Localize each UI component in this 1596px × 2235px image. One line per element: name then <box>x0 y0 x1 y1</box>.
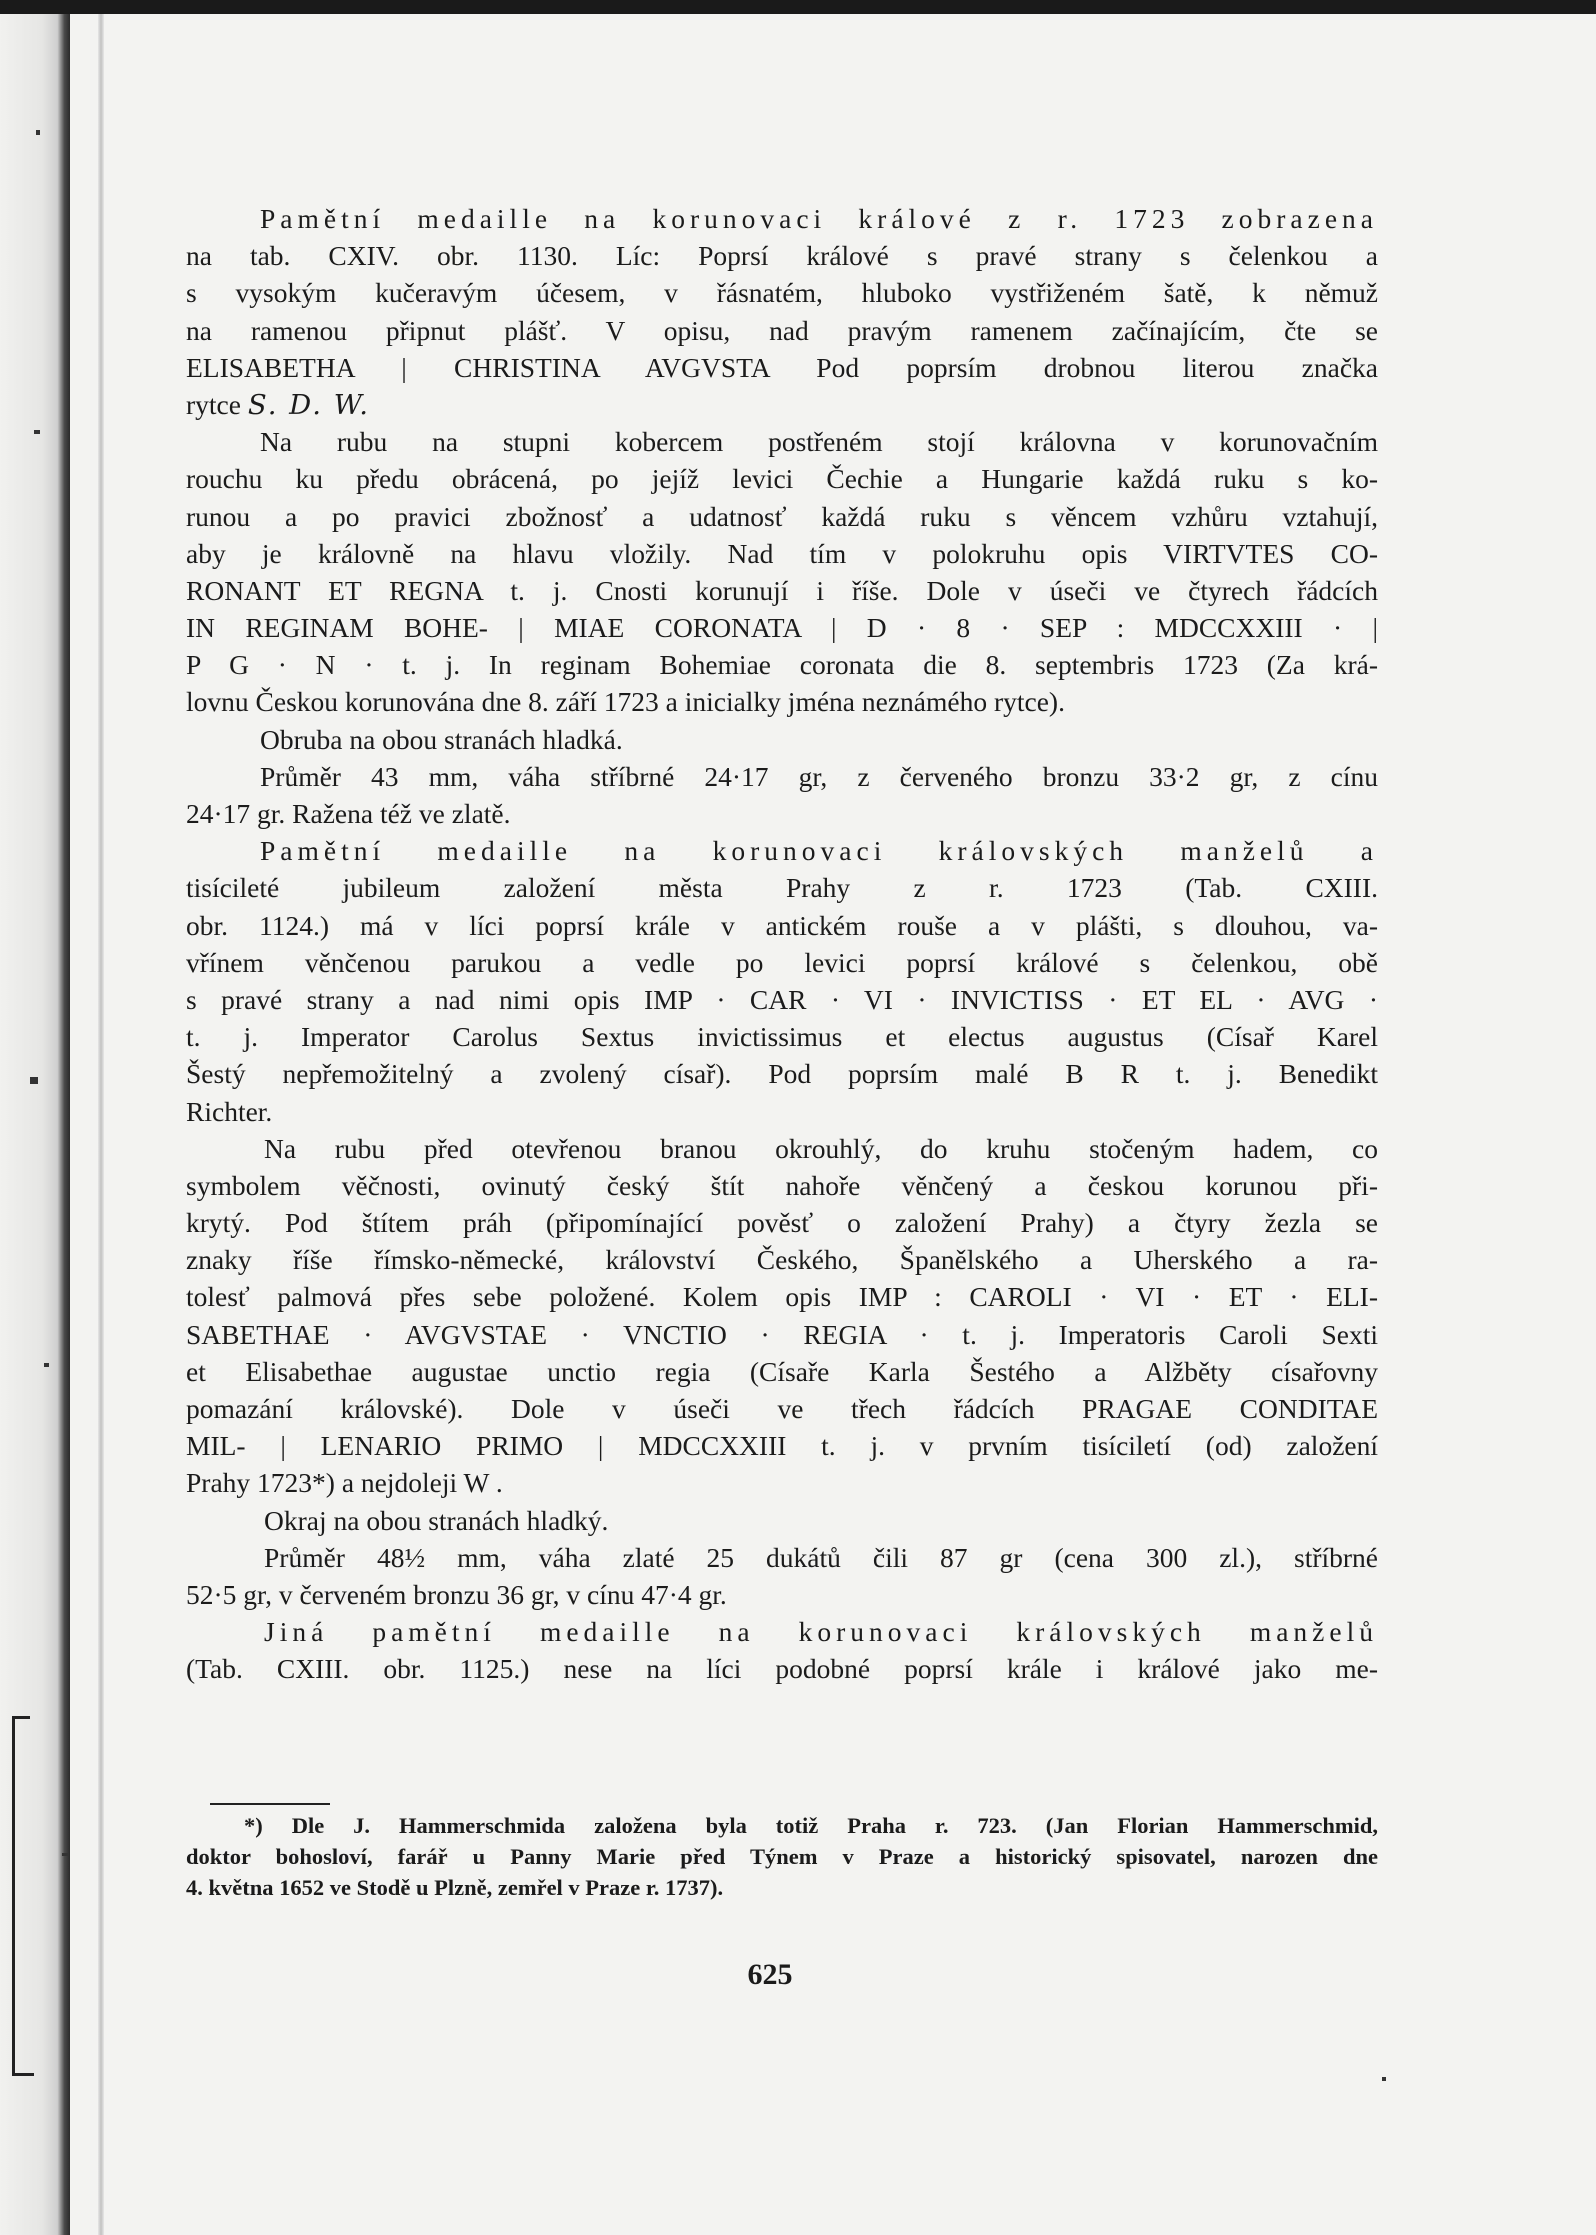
page-number: 625 <box>747 1958 793 1991</box>
text-line: s vysokým kučeravým účesem, v řásnatém, hluboko vystřiženém šatě, k němuž <box>186 277 1378 309</box>
footnote-line: doktor bohosloví, farář u Panny Marie před Týnem v Praze a historický spisovatel, narozen dne <box>186 1844 1378 1869</box>
text-line: 52·5 gr, v červeném bronzu 36 gr, v cínu 47·4 gr. <box>186 1578 727 1610</box>
page-edge-bracket <box>12 1716 15 2076</box>
scan-speck <box>62 1853 68 1856</box>
footnote-line: *) Dle J. Hammerschmida založena byla totiž Praha r. 723. (Jan Florian Hammerschmid, <box>244 1813 1378 1838</box>
text-line: symbolem věčnosti, ovinutý český štít nahoře věnčený a českou korunou při- <box>186 1169 1378 1201</box>
text-line: IN REGINAM BOHE- | MIAE CORONATA | D · 8 · SEP : MDCCXXIII · | <box>186 612 1378 644</box>
binding-shadow <box>98 14 104 2235</box>
text-line: Prahy 1723*) a nejdoleji W . <box>186 1467 503 1499</box>
footnote-rule <box>210 1803 330 1805</box>
text-line: Okraj na obou stranách hladký. <box>264 1504 609 1536</box>
page-edge-bracket-bottom <box>12 2073 34 2076</box>
text-line: s pravé strany a nad nimi opis IMP · CAR · VI · INVICTISS · ET EL · AVG · <box>186 983 1378 1015</box>
text-line: na ramenou připnut plášť. V opisu, nad pravým ramenem začínajícím, čte se <box>186 314 1378 346</box>
text-line: runou a po pravici zbožnosť a udatnosť každá ruku s věncem vzhůru vztahují, <box>186 500 1378 532</box>
text-line: lovnu Českou korunována dne 8. září 1723 a inicialky jména neznámého rytce). <box>186 686 1065 718</box>
text-line: Obruba na obou stranách hladká. <box>260 723 623 755</box>
scan-speck <box>34 430 40 434</box>
footnote <box>186 1810 1378 1903</box>
scan-speck <box>30 1077 38 1084</box>
page-edge-bracket-top <box>12 1716 30 1719</box>
text-line: SABETHAE · AVGVSTAE · VNCTIO · REGIA · t. j. Imperatoris Caroli Sexti <box>186 1318 1378 1350</box>
book-gutter <box>0 14 70 2235</box>
text-line: znaky říše římsko-německé, království Českého, Španělského a Uherského a ra- <box>186 1244 1378 1276</box>
text-line: Richter. <box>186 1095 273 1127</box>
text-line: Šestý nepřemožitelný a zvolený císař). Pod poprsím malé B R t. j. Benedikt <box>186 1058 1378 1090</box>
text-line: Průměr 43 mm, váha stříbrné 24·17 gr, z červeného bronzu 33·2 gr, z cínu <box>260 760 1378 792</box>
scan-top-edge <box>0 0 1596 14</box>
scan-speck <box>1382 2077 1386 2081</box>
text-line: pomazání královské). Dole v úseči ve třech řádcích PRAGAE CONDITAE <box>186 1393 1378 1424</box>
text-line: 24·17 gr. Ražena též ve zlatě. <box>186 798 511 829</box>
text-fragment: rytce <box>186 388 241 420</box>
heading-spaced: Pamětní medaille na korunovaci králové z r. 1723 zobrazena <box>260 203 1378 234</box>
text-line: aby je královně na hlavu vložily. Nad tím v polokruhu opis VIRTVTES CO- <box>186 537 1378 569</box>
text-line: krytý. Pod štítem práh (připomínající pověsť o založení Prahy) a čtyry žezla se <box>186 1207 1378 1239</box>
scan-speck <box>44 1363 49 1367</box>
text-line: tolesť palmová přes sebe položené. Kolem opis IMP : CAROLI · VI · ET · ELI- <box>186 1281 1378 1313</box>
text-line: vřínem věnčenou parukou a vedle po levici poprsí králové s čelenkou, obě <box>186 946 1378 978</box>
text-line: t. j. Imperator Carolus Sextus invictissimus et electus augustus (Císař Karel <box>186 1021 1378 1053</box>
text-line: obr. 1124.) má v líci poprsí krále v antickém rouše a v plášti, s dlouhou, va- <box>186 909 1378 941</box>
text-line: RONANT ET REGNA t. j. Cnosti korunují i říše. Dole v úseči ve čtyrech řádcích <box>186 574 1378 606</box>
text-line: ELISABETHA | CHRISTINA AVGVSTA Pod poprsím drobnou literou značka <box>186 351 1378 383</box>
text-line <box>186 386 1378 423</box>
text-line: na tab. CXIV. obr. 1130. Líc: Poprsí králové s pravé strany s čelenkou a <box>186 240 1378 272</box>
text-line: Jiná pamětní medaille na korunovaci královských manželů <box>264 1616 1378 1648</box>
body-text <box>186 200 1378 1688</box>
text-line: Průměr 48½ mm, váha zlaté 25 dukátů čili 87 gr (cena 300 zl.), stříbrné <box>264 1541 1378 1573</box>
text-line: et Elisabethae augustae unctio regia (Císaře Karla Šestého a Alžběty císařovny <box>186 1355 1378 1387</box>
engraver-mark: S. D. W. <box>247 388 370 421</box>
text-line: Na rubu na stupni kobercem postřeném stojí královna v korunovačním <box>260 426 1378 458</box>
text-line: (Tab. CXIII. obr. 1125.) nese na líci podobné poprsí krále i králové jako me- <box>186 1653 1378 1685</box>
text-line: Na rubu před otevřenou branou okrouhlý, do kruhu stočeným hadem, co <box>264 1132 1378 1164</box>
text-line: Pamětní medaille na korunovaci královských manželů a <box>260 835 1378 867</box>
footnote-line: 4. května 1652 ve Stodě u Plzně, zemřel v Praze r. 1737). <box>186 1875 724 1900</box>
text-line <box>186 200 1378 237</box>
text-line: tisícileté jubileum založení města Prahy z r. 1723 (Tab. CXIII. <box>186 872 1378 904</box>
scan-speck <box>36 130 40 135</box>
text-line: MIL- | LENARIO PRIMO | MDCCXXIII t. j. v prvním tisíciletí (od) založení <box>186 1430 1378 1462</box>
text-line: P G · N · t. j. In reginam Bohemiae coronata die 8. septembris 1723 (Za krá- <box>186 649 1378 681</box>
text-line: rouchu ku předu obrácená, po jejíž levici Čechie a Hungarie každá ruku s ko- <box>186 463 1378 495</box>
